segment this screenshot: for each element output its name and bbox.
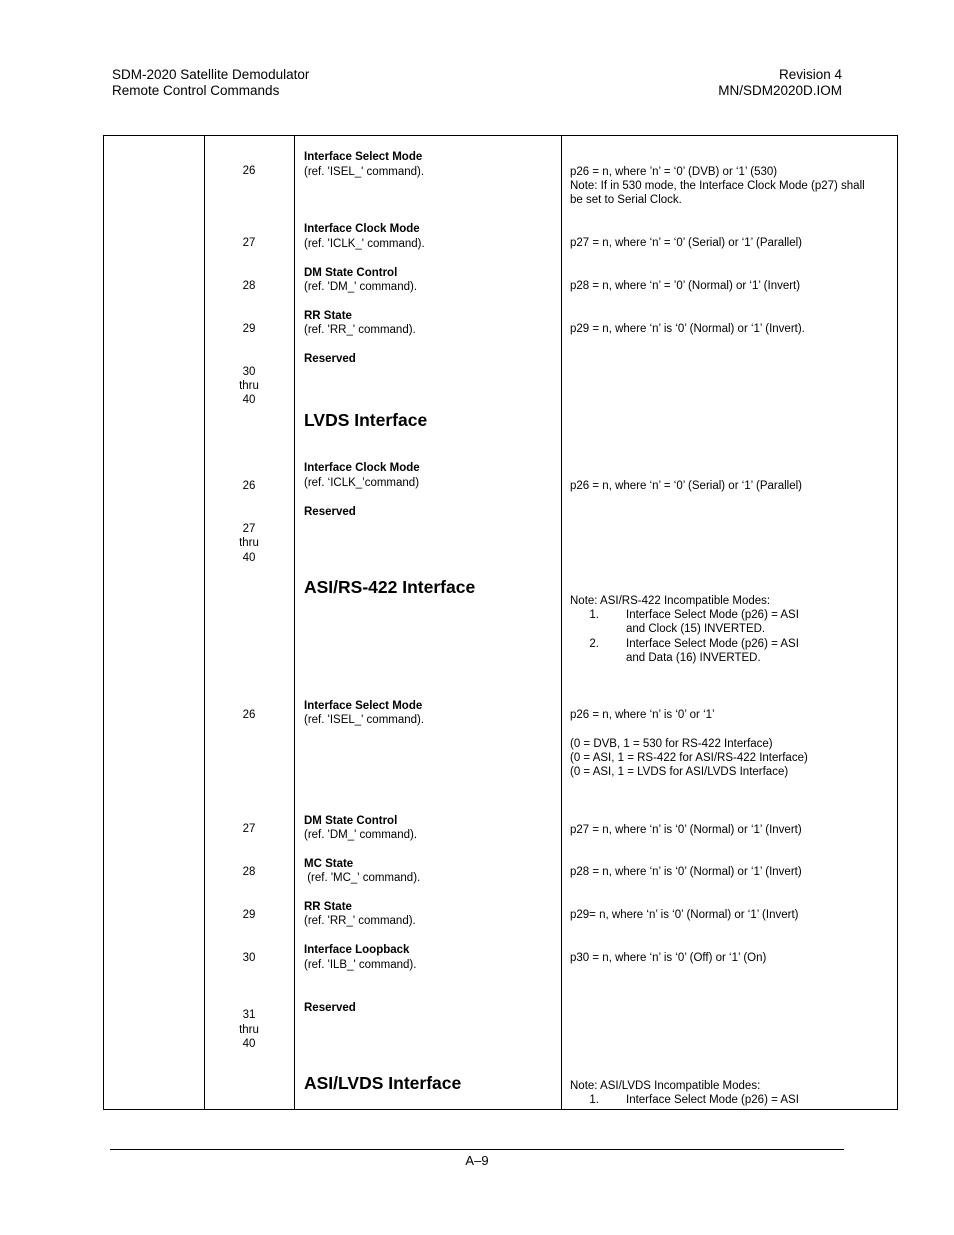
param-range-end: 40 <box>242 394 256 406</box>
manual-id: MN/SDM2020D.IOM <box>718 83 842 98</box>
param-number: 28 <box>242 866 256 878</box>
param-title: DM State Control <box>304 267 398 279</box>
param-desc: p27 = n, where ‘n’ is ‘0’ (Normal) or ‘1’ (Invert) <box>570 824 802 836</box>
param-desc: p29 = n, where ‘n’ is ‘0’ (Normal) or ‘1’ (Invert). <box>570 323 805 335</box>
param-desc: p26 = n, where ‘n’ is ‘0’ or ‘1’ <box>570 709 715 721</box>
param-desc: Note: If in 530 mode, the Interface Clock Mode (p27) shall <box>570 180 865 192</box>
param-number: 27 <box>242 823 256 835</box>
page-header-left <box>112 67 309 99</box>
param-title: Interface Select Mode <box>304 700 423 712</box>
param-desc: p29= n, where ‘n’ is ‘0’ (Normal) or ‘1’ (Invert) <box>570 909 799 921</box>
param-range-thru: thru <box>239 537 259 549</box>
note-item-text: Interface Select Mode (p26) = ASI <box>626 638 799 650</box>
document-title: SDM-2020 Satellite Demodulator <box>112 67 310 82</box>
note-item-number: 1. <box>589 609 599 621</box>
note-item <box>570 651 761 665</box>
param-range-thru: thru <box>239 380 259 392</box>
param-desc: (0 = DVB, 1 = 530 for RS-422 Interface) <box>570 738 773 750</box>
param-ref: (ref. 'ISEL_' command). <box>304 166 425 178</box>
param-desc: p30 = n, where ‘n’ is ‘0’ (Off) or ‘1’ (On) <box>570 952 767 964</box>
param-title: DM State Control <box>304 815 398 827</box>
document-section: Remote Control Commands <box>112 83 280 98</box>
param-number: 28 <box>242 280 256 292</box>
section-heading: LVDS Interface <box>304 410 428 430</box>
param-range-end: 40 <box>242 1038 256 1050</box>
revision-label: Revision 4 <box>778 67 842 82</box>
note-item-text: and Clock (15) INVERTED. <box>626 623 766 635</box>
param-number: 26 <box>242 480 256 492</box>
param-desc: p28 = n, where ‘n’ = ’0’ (Normal) or ‘1’ (Invert) <box>570 280 801 292</box>
section-heading: ASI/LVDS Interface <box>304 1073 462 1093</box>
column-divider <box>294 136 295 1109</box>
param-desc: (0 = ASI, 1 = RS-422 for ASI/RS-422 Interface) <box>570 752 808 764</box>
param-ref: (ref. 'MC_' command). <box>304 872 421 884</box>
param-title: RR State <box>304 310 352 322</box>
note-item-text: Interface Select Mode (p26) = ASI <box>626 1094 799 1106</box>
page-header-right <box>718 67 842 99</box>
param-title: MC State <box>304 858 354 870</box>
param-title: Reserved <box>304 506 356 518</box>
param-number: 26 <box>242 709 256 721</box>
param-desc: p27 = n, where ‘n’ = ‘0’ (Serial) or ‘1’ (Parallel) <box>570 237 803 249</box>
param-desc: (0 = ASI, 1 = LVDS for ASI/LVDS Interface) <box>570 766 789 778</box>
param-desc: p26 = n, where ‘n’ = ‘0’ (Serial) or ‘1’ (Parallel) <box>570 480 803 492</box>
note-item-number: 2. <box>589 638 599 650</box>
note-item-number: 1. <box>589 1094 599 1106</box>
param-range-start: 31 <box>242 1009 256 1021</box>
param-number: 29 <box>242 909 256 921</box>
param-number: 30 <box>242 952 256 964</box>
param-range-start: 30 <box>242 366 256 378</box>
command-table <box>103 135 898 1110</box>
param-desc: be set to Serial Clock. <box>570 194 682 206</box>
param-range-thru: thru <box>239 1024 259 1036</box>
param-title: Interface Loopback <box>304 944 410 956</box>
param-range-end: 40 <box>242 552 256 564</box>
param-title: Reserved <box>304 1002 356 1014</box>
param-number: 26 <box>242 165 256 177</box>
param-ref: (ref. 'RR_' command). <box>304 915 416 927</box>
param-ref: (ref. 'DM_' command). <box>304 281 418 293</box>
param-ref: (ref. 'ICLK_' command). <box>304 238 425 250</box>
note-item <box>570 622 765 636</box>
note-item-text: Interface Select Mode (p26) = ASI <box>626 609 799 621</box>
param-title: Interface Clock Mode <box>304 223 420 235</box>
section-heading: ASI/RS-422 Interface <box>304 577 476 597</box>
param-desc: p26 = n, where ’n’ = ‘0’ (DVB) or ‘1’ (530) <box>570 166 778 178</box>
param-ref: (ref. 'RR_' command). <box>304 324 416 336</box>
param-title: Interface Clock Mode <box>304 462 420 474</box>
note-item-text: and Data (16) INVERTED. <box>626 652 761 664</box>
note-text: Note: ASI/LVDS Incompatible Modes: <box>570 1080 761 1092</box>
note-text: Note: ASI/RS-422 Incompatible Modes: <box>570 595 771 607</box>
page-number: A–9 <box>465 1153 489 1168</box>
param-title: Reserved <box>304 353 356 365</box>
column-divider <box>561 136 562 1109</box>
param-ref: (ref. 'ISEL_' command). <box>304 714 425 726</box>
param-ref: (ref. 'ILB_' command). <box>304 959 417 971</box>
param-title: RR State <box>304 901 352 913</box>
note-item <box>570 608 799 622</box>
note-item <box>570 637 799 651</box>
param-desc: p28 = n, where ‘n’ is ‘0’ (Normal) or ‘1’ (Invert) <box>570 866 802 878</box>
footer-rule <box>110 1149 844 1150</box>
param-ref: (ref. ‘ICLK_’command) <box>304 477 420 489</box>
param-number: 27 <box>242 237 256 249</box>
param-title: Interface Select Mode <box>304 151 423 163</box>
param-range-start: 27 <box>242 523 256 535</box>
note-item <box>570 1093 799 1107</box>
param-ref: (ref. 'DM_' command). <box>304 829 418 841</box>
param-number: 29 <box>242 323 256 335</box>
